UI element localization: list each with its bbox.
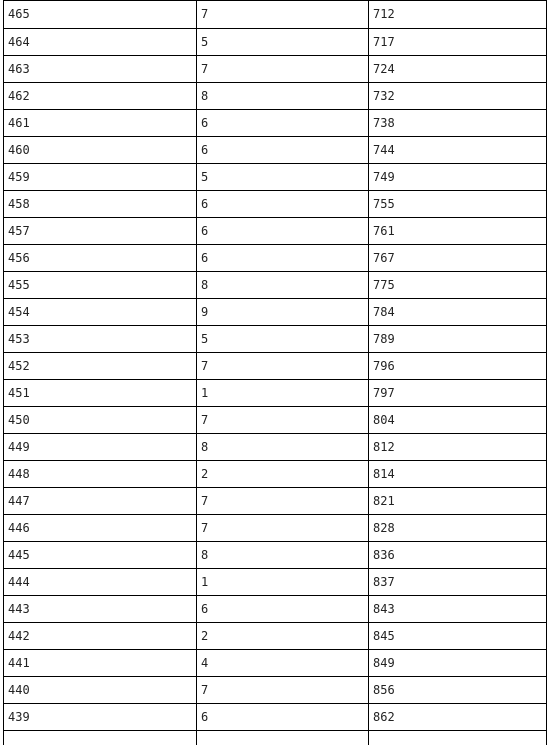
score-cell: 464	[4, 29, 197, 56]
count-cell: 2	[197, 623, 369, 650]
score-cell: 461	[4, 110, 197, 137]
score-cell: 450	[4, 407, 197, 434]
cumulative-cell: 775	[369, 272, 547, 299]
table-row	[4, 542, 547, 569]
table-row	[4, 1, 547, 29]
cumulative-cell: 849	[369, 650, 547, 677]
count-cell: 7	[197, 488, 369, 515]
table-row	[4, 218, 547, 245]
cumulative-cell: 804	[369, 407, 547, 434]
cumulative-cell: 796	[369, 353, 547, 380]
cumulative-cell: 767	[369, 245, 547, 272]
score-cell: 451	[4, 380, 197, 407]
table-row	[4, 677, 547, 704]
count-cell: 6	[197, 596, 369, 623]
count-cell: 6	[197, 191, 369, 218]
count-cell: 5	[197, 164, 369, 191]
cumulative-cell: 845	[369, 623, 547, 650]
score-cell: 457	[4, 218, 197, 245]
count-cell: 8	[197, 83, 369, 110]
table-row	[4, 434, 547, 461]
count-cell: 7	[197, 56, 369, 83]
count-cell: 8	[197, 434, 369, 461]
score-cell: 443	[4, 596, 197, 623]
count-cell: 8	[197, 542, 369, 569]
count-cell: 6	[197, 110, 369, 137]
cumulative-cell: 732	[369, 83, 547, 110]
score-table-body	[4, 1, 547, 745]
count-cell: 6	[197, 704, 369, 731]
count-cell: 7	[197, 353, 369, 380]
score-cell: 456	[4, 245, 197, 272]
table-row	[4, 110, 547, 137]
table-row	[4, 56, 547, 83]
count-cell: 7	[197, 407, 369, 434]
cumulative-cell: 856	[369, 677, 547, 704]
score-cell: 447	[4, 488, 197, 515]
table-row	[4, 569, 547, 596]
count-cell: 7	[197, 677, 369, 704]
score-table-container	[3, 0, 546, 745]
score-cell: 445	[4, 542, 197, 569]
score-cell: 446	[4, 515, 197, 542]
cumulative-cell: 755	[369, 191, 547, 218]
cumulative-cell: 717	[369, 29, 547, 56]
table-row	[4, 326, 547, 353]
cumulative-cell: 789	[369, 326, 547, 353]
score-cell: 459	[4, 164, 197, 191]
score-cell: 444	[4, 569, 197, 596]
table-row	[4, 164, 547, 191]
count-cell: 5	[197, 29, 369, 56]
cumulative-cell: 784	[369, 299, 547, 326]
score-cell: 454	[4, 299, 197, 326]
count-cell: 7	[197, 515, 369, 542]
table-row	[4, 407, 547, 434]
cumulative-cell: 837	[369, 569, 547, 596]
cumulative-cell: 836	[369, 542, 547, 569]
table-row	[4, 623, 547, 650]
count-cell: 6	[197, 137, 369, 164]
table-row	[4, 191, 547, 218]
cumulative-cell: 843	[369, 596, 547, 623]
score-cell: 442	[4, 623, 197, 650]
table-row	[4, 299, 547, 326]
cumulative-cell: 821	[369, 488, 547, 515]
cumulative-cell: 862	[369, 704, 547, 731]
count-cell: 2	[197, 461, 369, 488]
table-row	[4, 704, 547, 731]
score-cell: 460	[4, 137, 197, 164]
cumulative-cell: 744	[369, 137, 547, 164]
score-cell: 455	[4, 272, 197, 299]
count-cell: 5	[197, 326, 369, 353]
score-cell: 453	[4, 326, 197, 353]
count-cell: 7	[197, 1, 369, 29]
count-cell: 1	[197, 380, 369, 407]
score-cell: 448	[4, 461, 197, 488]
table-row	[4, 137, 547, 164]
score-cell: 465	[4, 1, 197, 29]
table-row	[4, 488, 547, 515]
cumulative-cell: 712	[369, 1, 547, 29]
table-row	[4, 461, 547, 488]
cumulative-cell: 749	[369, 164, 547, 191]
cumulative-cell: 812	[369, 434, 547, 461]
cumulative-cell: 738	[369, 110, 547, 137]
table-row	[4, 83, 547, 110]
cumulative-cell: 761	[369, 218, 547, 245]
table-row	[4, 596, 547, 623]
score-table	[3, 0, 547, 745]
table-row	[4, 515, 547, 542]
cumulative-cell: 828	[369, 515, 547, 542]
score-cell: 440	[4, 677, 197, 704]
score-cell: 463	[4, 56, 197, 83]
score-cell: 462	[4, 83, 197, 110]
score-cell: 452	[4, 353, 197, 380]
count-cell: 6	[197, 245, 369, 272]
count-cell: 9	[197, 299, 369, 326]
count-cell: 1	[197, 569, 369, 596]
cumulative-cell: 797	[369, 380, 547, 407]
count-cell: 8	[197, 272, 369, 299]
score-cell: 441	[4, 650, 197, 677]
score-cell: 458	[4, 191, 197, 218]
table-row	[4, 353, 547, 380]
table-row	[4, 272, 547, 299]
score-cell: 449	[4, 434, 197, 461]
table-row	[4, 380, 547, 407]
score-cell: 439	[4, 704, 197, 731]
count-cell: 6	[197, 218, 369, 245]
table-row	[4, 29, 547, 56]
count-cell: 4	[197, 650, 369, 677]
cumulative-cell: 724	[369, 56, 547, 83]
cumulative-cell: 814	[369, 461, 547, 488]
table-row	[4, 245, 547, 272]
table-row	[4, 650, 547, 677]
